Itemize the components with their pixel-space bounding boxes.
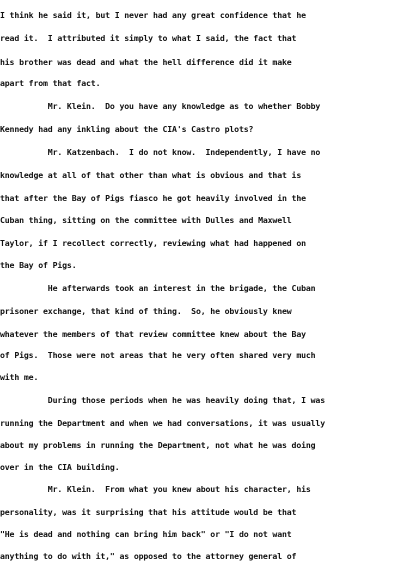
text-line: Mr. Katzenbach. I do not know. Independently, I have no [0,147,321,157]
text-line: of Pigs. Those were not areas that he very often shared very much [0,350,316,360]
text-line: During those periods when he was heavily doing that, I was [0,395,325,405]
text-line: "He is dead and nothing can bring him back" or "I do not want [0,529,292,539]
text-line: Kennedy had any inkling about the CIA's Castro plots? [0,124,254,134]
text-line: apart from that fact. [0,78,101,88]
text-line: over in the CIA building. [0,462,120,472]
text-line: about my problems in running the Department, not what he was doing [0,440,316,450]
text-line: running the Department and when we had conversations, it was usually [0,418,325,428]
text-line: whatever the members of that review committee knew about the Bay [0,329,306,339]
text-line: that after the Bay of Pigs fiasco he got heavily involved in the [0,193,306,203]
text-line: read it. I attributed it simply to what I said, the fact that [0,33,297,43]
text-line: his brother was dead and what the hell difference did it make [0,57,292,67]
text-line: prisoner exchange, that kind of thing. So, he obviously knew [0,306,292,316]
text-line: Mr. Klein. Do you have any knowledge as to whether Bobby [0,101,321,111]
text-line: personality, was it surprising that his attitude would be that [0,507,297,517]
text-line: He afterwards took an interest in the brigade, the Cuban [0,283,316,293]
text-line: I think he said it, but I never had any great confidence that he [0,10,306,20]
text-line: the Bay of Pigs. [0,260,77,270]
text-line: with me. [0,372,39,382]
text-line: Cuban thing, sitting on the committee with Dulles and Maxwell [0,215,292,225]
text-line: anything to do with it," as opposed to the attorney general of [0,551,297,561]
text-line: Mr. Klein. From what you knew about his character, his [0,484,311,494]
text-line: knowledge at all of that other than what is obvious and that is [0,170,302,180]
text-line: Taylor, if I recollect correctly, reviewing what had happened on [0,238,306,248]
